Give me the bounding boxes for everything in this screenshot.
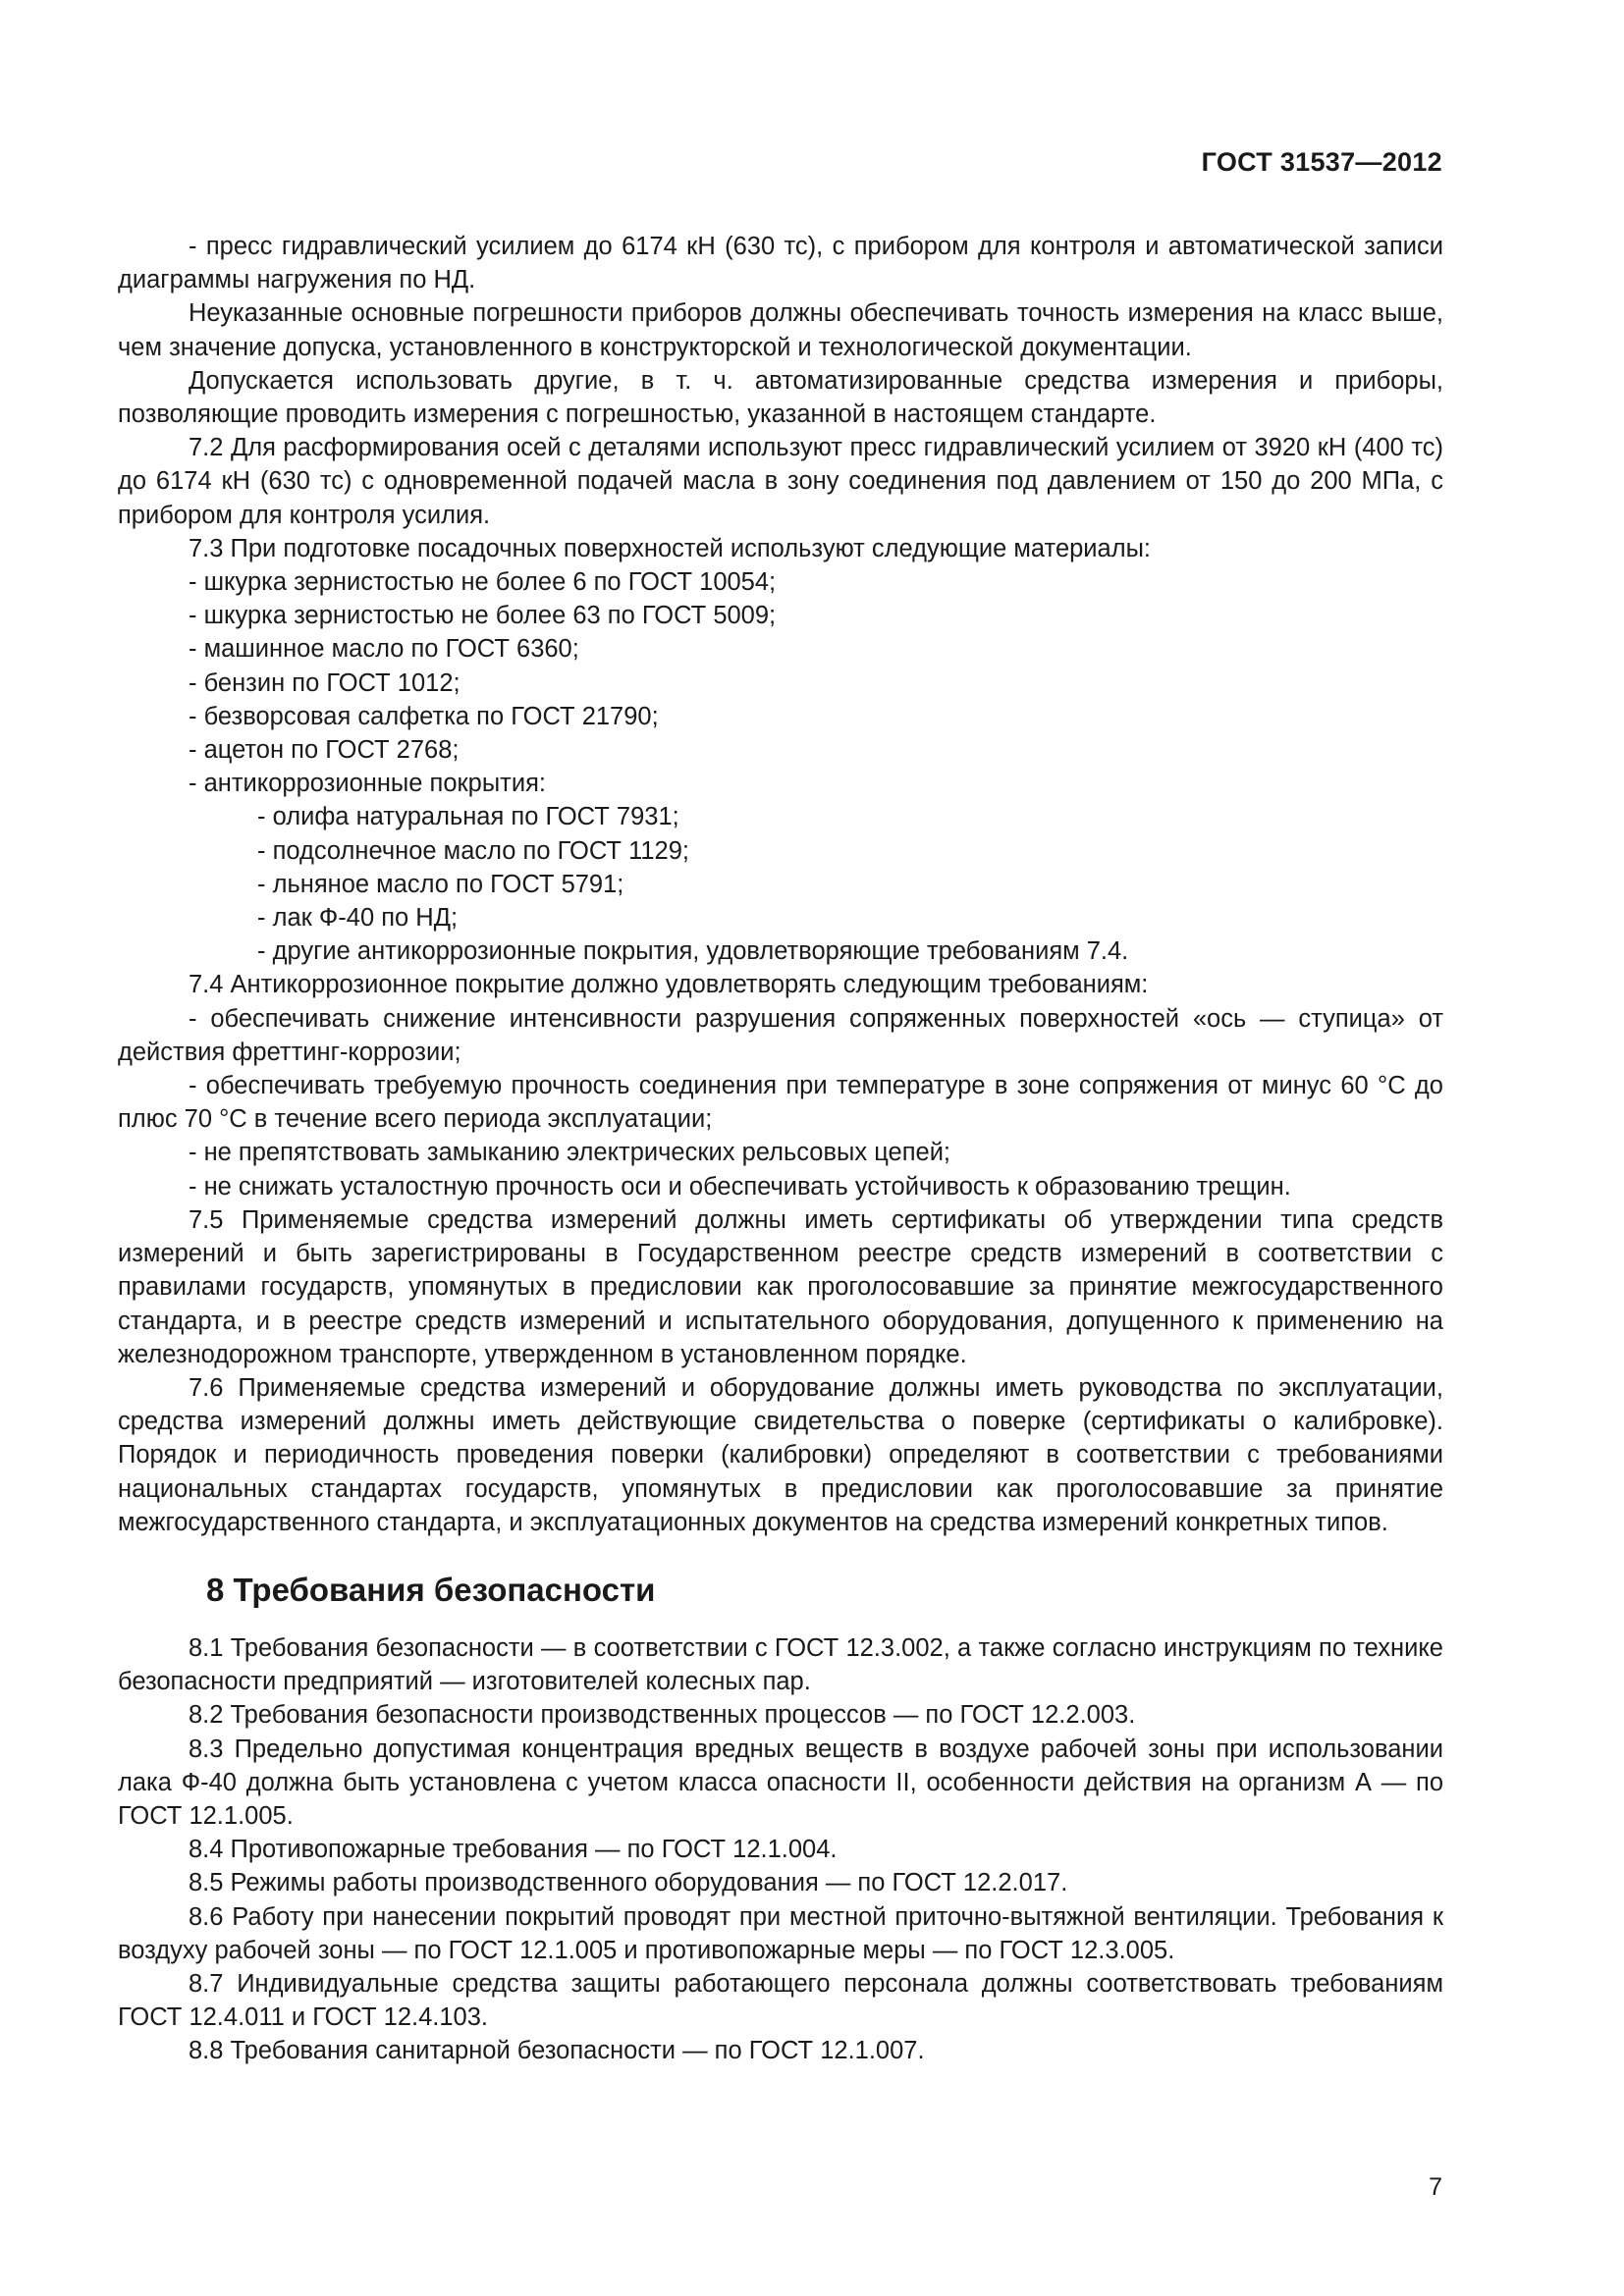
paragraph: 7.6 Применяемые средства измерений и оборудование должны иметь руководства по эксплуатации, средства измерений должны иметь действующие свидетельства о поверке (сертификаты о калибровке). Порядок и периодичность проведения поверки (калибровки) определяют в соответствии с требованиями национальных стандартах государств, упомянутых в предисловии как проголосовавшие за принятие межгосударственного стандарта, и эксплуатационных документов на средства измерений конкретных типов. (118, 1373, 1443, 1536)
paragraph: Допускается использовать другие, в т. ч. автоматизированные средства измерения и приборы, позволяющие проводить измерения с погрешностью, указанной в настоящем стандарте. (118, 366, 1443, 429)
paragraph: Неуказанные основные погрешности приборов должны обеспечивать точность измерения на класс выше, чем значение допуска, установленного в конструкторской и технологической документации. (118, 299, 1443, 361)
page-number: 7 (1429, 2173, 1442, 2201)
paragraph: - пресс гидравлический усилием до 6174 кН (630 тс), с прибором для контроля и автоматической записи диаграммы нагружения по НД. (118, 233, 1443, 294)
section-8-title: 8 Требования безопасности (206, 1571, 656, 1608)
paragraph: 8.7 Индивидуальные средства защиты работающего персонала должны соответствовать требованиям ГОСТ 12.4.011 и ГОСТ 12.4.103. (118, 1969, 1443, 2032)
paragraph: - бензин по ГОСТ 1012; (189, 668, 460, 697)
paragraph: 7.5 Применяемые средства измерений должны иметь сертификаты об утверждении типа средств измерений и быть зарегистрированы в Государственном реестре средств измерений в соответствии с правилами государств, упомянутых в предисловии как проголосовавшие за принятие межгосударственного стандарта, и в реестре средств измерений и испытательного оборудования, допущенного к применению на железнодорожном транспорте, утвержденном в установленном порядке. (118, 1205, 1443, 1368)
paragraph: - не снижать усталостную прочность оси и обеспечивать устойчивость к образованию трещин. (189, 1172, 1291, 1201)
paragraph: 8.8 Требования санитарной безопасности — по ГОСТ 12.1.007. (189, 2037, 925, 2065)
document-body (118, 230, 1443, 2068)
paragraph: - другие антикоррозионные покрытия, удовлетворяющие требованиям 7.4. (257, 937, 1129, 966)
paragraph: - антикоррозионные покрытия: (189, 770, 546, 798)
document-header: ГОСТ 31537—2012 (1201, 147, 1442, 177)
paragraph: - льняное масло по ГОСТ 5791; (257, 870, 624, 898)
section-7-continuation (118, 230, 1443, 1539)
paragraph: - не препятствовать замыканию электрических рельсовых цепей; (189, 1139, 951, 1167)
paragraph: - безворсовая салфетка по ГОСТ 21790; (189, 702, 659, 730)
paragraph: 8.2 Требования безопасности производственных процессов — по ГОСТ 12.2.003. (189, 1701, 1136, 1730)
paragraph: - шкурка зернистостью не более 63 по ГОСТ 5009; (189, 602, 777, 630)
paragraph: 8.5 Режимы работы производственного оборудования — по ГОСТ 12.2.017. (189, 1869, 1068, 1897)
paragraph: 8.3 Предельно допустимая концентрация вредных веществ в воздухе рабочей зоны при использовании лака Ф-40 должна быть установлена с учетом класса опасности II, особенности действия на организм А — по ГОСТ 12.1.005. (118, 1735, 1443, 1830)
paragraph: - лак Ф-40 по НД; (257, 904, 459, 933)
paragraph: 7.2 Для расформирования осей с деталями используют пресс гидравлический усилием от 3920 кН (400 тс) до 6174 кН (630 тс) с одновременной подачей масла в зону соединения под давлением от 150 до 200 МПа, с прибором для контроля усилия. (118, 434, 1443, 529)
paragraph: - ацетон по ГОСТ 2768; (189, 736, 460, 765)
paragraph: - машинное масло по ГОСТ 6360; (189, 635, 579, 664)
paragraph: 7.3 При подготовке посадочных поверхностей используют следующие материалы: (189, 534, 1152, 562)
paragraph: 7.4 Антикоррозионное покрытие должно удовлетворять следующим требованиям: (189, 971, 1149, 999)
section-8-body (118, 1631, 1443, 2068)
paragraph: 8.6 Работу при нанесении покрытий проводят при местной приточно-вытяжной вентиляции. Требования к воздуху рабочей зоны — по ГОСТ 12.1.005 и противопожарные меры — по ГОСТ 12.3.005. (118, 1902, 1443, 1964)
paragraph: - шкурка зернистостью не более 6 по ГОСТ 10054; (189, 568, 777, 597)
paragraph: - подсолнечное масло по ГОСТ 1129; (257, 836, 689, 865)
paragraph: 8.1 Требования безопасности — в соответствии с ГОСТ 12.3.002, а также согласно инструкциям по технике безопасности предприятий — изготовителей колесных пар. (118, 1633, 1443, 1696)
paragraph: - обеспечивать снижение интенсивности разрушения сопряженных поверхностей «ось — ступица» от действия фреттинг-коррозии; (118, 1004, 1443, 1066)
paragraph: - обеспечивать требуемую прочность соединения при температуре в зоне сопряжения от минус 60 °С до плюс 70 °С в течение всего периода эксплуатации; (118, 1072, 1443, 1134)
paragraph: 8.4 Противопожарные требования — по ГОСТ 12.1.004. (189, 1836, 838, 1864)
paragraph: - олифа натуральная по ГОСТ 7931; (257, 803, 679, 831)
